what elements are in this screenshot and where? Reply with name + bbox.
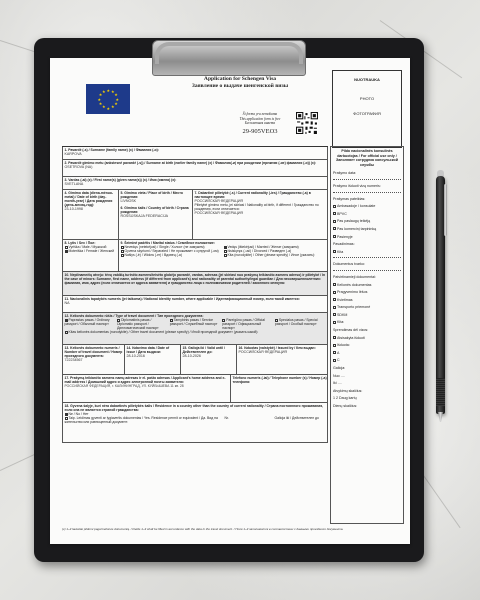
checkbox[interactable] [333,344,336,347]
sidebar-item: Nuo .... [333,373,345,378]
fields-8-9-sex-marital [62,240,328,272]
free-form-ru: Бесплатная анкета [244,121,276,125]
residence-valid-label: Galioja iki / Действителен до [274,416,319,420]
sidebar-item: Iki .... [333,381,342,386]
title-en: Application for Schengen Visa [203,76,277,82]
option-label: Nevedęs (netekėjusi) / Single / Холост (не замужем) [124,245,205,249]
checkbox[interactable] [333,235,336,238]
checkbox[interactable] [333,212,336,215]
sidebar-item: A [337,350,340,355]
sidebar-item: Sprendimas dėl vizos: [333,328,369,333]
field-label: 9. Šeiminė padėtis / Marital status / Семейное положение: [120,241,215,245]
field-value[interactable]: 722234567 [64,358,83,362]
sidebar-title: Pildo nacionalinės konsulinės darbuotojas / For official use only / Заполняет сотрудник консульской службы [336,149,398,167]
visa-application-form [50,58,410,544]
field-label: Telefono numeris (-iai) / Telephone number (s) / Номер (-а) телефона: [232,376,327,384]
eu-star-icon: ★ [97,96,102,102]
option-label: Išsiskyręs (-usi) / Divorced / Разведен (-а) [227,249,292,253]
field-label: 15. Galioja iki / Valid until / Действителен до: [182,346,225,354]
field-value[interactable]: 23-10-1998 [64,207,83,211]
field-1-surname [62,147,328,160]
sidebar-item: SDKM [337,312,348,317]
eu-star-icon: ★ [102,88,106,94]
checkbox[interactable] [333,227,336,230]
field-value[interactable]: ROSSIJSKAJA FEDERACIJA [120,214,169,219]
free-form-en: This application form is free [239,116,281,121]
sidebar-item: Kita: [337,320,345,325]
photo-label-lt: NUOTRAUKA [354,77,380,82]
option-label: Vyriška / Male / Мужской [68,245,107,249]
field-8-sex [63,240,119,271]
checkbox[interactable] [333,321,336,324]
field-16-issued-by [237,345,329,374]
fields-13-16-travel-doc [62,345,328,375]
field-value[interactable]: РОССИЙСКАЯ ФЕДЕРАЦИЯ [238,350,287,354]
field-value[interactable]: SVETLANA [64,182,84,186]
sidebar-item: 1 2 Daug kartų [333,396,357,401]
sidebar-item: Pas paslaugų teikėją [337,219,371,224]
checkbox[interactable] [333,298,336,301]
field-value[interactable]: LIVNOSK [120,199,137,203]
clipboard-clip-ring [155,42,303,64]
checkbox[interactable] [333,306,336,309]
field-12-travel-doc-type [62,313,328,345]
option-label: Našlys (-ė) / Widow (-er) / Вдовец (-а) [124,253,182,257]
field-13-doc-number [63,345,125,374]
photo-label-ru: ФОТОГРАФИЯ [353,111,381,116]
option-label: Moteriška / Female / Женский [68,249,114,253]
option-label: Pareigūno pasas / Official passport / Официальный паспорт [222,318,265,330]
checkbox[interactable] [333,351,336,354]
field-label: 16. Išduotas (valstybė) / Issued by / Кем выдан: [238,346,316,350]
option-label: Paprastas pasas / Ordinary passport / Обычный паспорт [64,318,110,326]
field-9-marital-status [119,240,329,271]
eu-star-icon: ★ [115,96,120,102]
sidebar-item: Atvykimų skaičius: [333,388,363,393]
field-2-surname-at-birth [62,160,328,177]
field-label: 7. Dabartinė pilietybė (-s) / Current nationality (-ies) / Гражданство (-а) в настоящее время: [194,191,311,199]
eu-star-icon: ★ [114,92,118,97]
field-label: 3. Vardas (-ai) (x) / First name(s) (given name(s)) (x) / Имя (имена) (x): [64,178,177,182]
field-17-phone [231,375,329,402]
checkbox[interactable] [333,250,336,253]
form-code: 29-905VEO3 [242,128,278,135]
field-18-residence [62,403,328,443]
sidebar-item: BPVC [337,211,347,216]
field-14-issue-date [125,345,181,374]
field-value[interactable]: РОССИЙСКАЯ ФЕДЕРАЦИЯ [194,199,243,203]
eu-star-icon: ★ [114,101,118,106]
title-ru: Заявление о выдаче шенгенской визы [191,82,289,89]
checkbox[interactable] [65,331,68,334]
field-15-valid-until [181,345,237,374]
sidebar-item: Ambasadoje / konsulate [337,204,376,209]
option-label: Vedęs (ištekėjusi) / Married / Женат (замужем) [227,245,299,249]
sidebar-item: C [337,358,340,363]
checkbox[interactable] [333,291,336,294]
sidebar-item: Prašymo išduoti vizą numeris: [333,183,381,188]
sidebar-item: Kita [337,249,344,254]
field-label: 18. Gyvena šalyje, kuri nėra dabartinės pilietybės šalis / Residence in a country other than the country of current nationality / Страна постоянного проживания, если она не является страной гражданства: [64,404,324,412]
field-value[interactable]: 28-10-2016 [126,354,145,358]
eu-star-icon: ★ [111,104,115,110]
eu-star-icon: ★ [106,87,111,93]
sidebar-item: Kelionės dokumentas [337,282,372,287]
field-label: 13. Kelionės dokumento numeris / Number of travel document / Номер проездного документа: [64,346,123,358]
pen-clip [444,184,447,236]
eu-flag-icon [86,84,130,114]
footnote: (x) 1–3 laukeliai pildomi pagal kelionės dokumentą. / Fields 1–3 shall be filled in accordance with the data in the travel document. / Поля 1–3 заполняются в соответствии с данными проездного документа. [62,527,344,531]
checkbox-checked[interactable] [65,250,68,253]
option-label: Tarnybinis pasas / Service passport / Служебный паспорт [169,318,218,326]
field-label: 10. Nepilnamečių atveju: tėvų valdžią turinčio asmens/teisėto globėjo pavardė, vardas, adresas (jei skiriasi nuo prašymą teikiančio asmens adreso) ir pilietybė / In the case of minors: Surname, first name, address (if different from applicant's) and nationality of parental authority/legal guardian / Для несовершеннолетних: фамилия, имя, адрес (если отличается от адреса заявителя) и гражданство лица с полномочиями родителей / законного опекуна: [64,273,326,285]
option-label: Kitas kelionės dokumentas (nurodykite) / Other travel document (please specify) / Иной проездной документ (указать какой): [68,330,259,334]
checkbox[interactable] [333,220,336,223]
field-label: 12. Kelionės dokumento rūšis / Type of travel document / Тип проездного документа: [64,314,204,318]
marble-vein [420,470,461,528]
eu-star-icon: ★ [98,101,103,106]
field-label: 17. Prašymą teikiančio asmens namų adresas ir el. pašto adresas / Applicant's home address and e-mail address / Домашний адрес и адрес электронной почты заявителя: [64,376,226,384]
field-value[interactable]: РОССИЙСКАЯ ФЕДЕРАЦИЯ [194,211,243,216]
sidebar-item: Galioja: [333,366,346,371]
free-form-lt: Ši forma yra nemokama [242,112,278,116]
option-label: Diplomatinis pasas / Diplomatic passport / Дипломатический паспорт [117,318,159,330]
qr-code-icon [296,112,318,134]
field-4-date-of-birth [63,190,119,239]
pen-grip [436,378,445,406]
sidebar-item: Patvirtinamieji dokumentai: [333,274,376,279]
eu-star-icon: ★ [102,104,106,110]
sidebar-item: Dokumentus tvarko: [333,262,365,267]
sidebar-item: Dienų skaičius: [333,404,358,408]
option-label: Taip. Leidimas gyventi ar lygiavertis dokumentas / Yes. Residence permit or equivalent / Да. Вид на жительство или равноценный документ: [64,416,218,424]
sidebar-item: Transporto priemonė [337,305,371,310]
field-7-nationality [193,190,329,239]
field-label: 5. Gimimo vieta / Place of birth / Место рождения: [120,191,183,199]
residence-number-label: Nr. [224,416,229,420]
sidebar-item: Atsisakyta išduoti [337,335,365,340]
field-label: Pilietybė gimimo metu, jei skiriasi / Nationality at birth, if different / Гражданство по рождению, если отличается: [194,203,319,212]
checkbox[interactable] [333,359,336,362]
field-10-minors-guardian [62,272,328,296]
field-5-6-place-country [119,190,193,239]
option-label: Kita (nurodykite) / Other (please specify) / Иное (указать): [227,253,316,257]
checkbox[interactable] [333,313,336,316]
eu-star-icon: ★ [111,88,115,94]
field-label: 11. Nacionalinis tapatybės numeris (jei taikoma) / National identity number, where applicable / Идентификационный номер, если такой имеется: [64,297,300,301]
fields-4-7-birth-info [62,190,328,240]
field-label: 6. Gimimo šalis / Country of birth / Страна рождения: [120,206,189,215]
field-3-first-name [62,177,328,190]
sidebar-item: Pragyvenimo lėšos [337,290,368,295]
field-value[interactable]: 28-10-2026 [182,354,201,358]
field-value[interactable]: KARPOVA [64,152,82,156]
field-value[interactable]: OSETROVA (NA) [64,165,93,169]
field-label: 2. Pavardė gimimo metu (ankstesnė pavardė (-s)) / Surname at birth (earlier family name) (x) / Фамилия(-и) при рождении (прежняя (-ие) фамилия (-и)) (x): [64,161,317,165]
form-fields [62,146,328,443]
option-label: Gyvena skyriumi / Separated / Не проживает с супругой (-ом) [124,249,219,253]
checkbox[interactable] [121,254,124,257]
field-17-address [62,375,328,403]
sidebar-item: Pas komercinį tarpininką [337,226,377,231]
field-value[interactable]: РОССИЙСКАЯ ФЕДЕРАЦИЯ, г. КАЛИНИНГРАД, УЛ. КУЙБЫШЕВА 11 кв. 28 [64,384,184,388]
option-label: Specialus pasas / Special passport / Особый паспорт [274,318,318,326]
checkbox[interactable] [333,336,336,339]
field-label: 14. Išdavimo data / Date of issue / Дата выдачи: [126,346,170,354]
field-11-national-id [62,296,328,313]
photo-label-en: PHOTO [359,96,375,101]
checkbox[interactable] [333,205,336,208]
field-label: 4. Gimimo data (diena-mėnuo-metai) / Date of birth (day-month-year) / Дата рождения (день-месяц-год): [64,191,114,207]
eu-star-icon: ★ [106,105,111,111]
sidebar-item: Išduota: [337,343,350,348]
photo-box [332,70,402,148]
option-label: Ne / No / Нет [68,412,89,416]
official-use-sidebar [330,146,404,524]
sidebar-item: Pasienyje [337,234,353,239]
field-label: 8. Lytis / Sex / Пол: [64,241,96,245]
sidebar-item: Prašymas pateiktas: [333,196,366,201]
checkbox[interactable] [224,254,227,257]
field-17-home-address [63,375,231,402]
checkbox[interactable] [333,283,336,286]
sidebar-item: Pavadinimas: [333,242,355,247]
sidebar-item: Prašymo data: [333,171,357,176]
sidebar-item: Kvietimas [337,297,353,302]
field-label: 1. Pavardė (-s) / Surname (family name) (x) / Фамилия (-и): [64,148,159,152]
pen-tip [438,412,443,422]
field-value[interactable]: NA [64,301,70,305]
eu-star-icon: ★ [98,92,103,97]
